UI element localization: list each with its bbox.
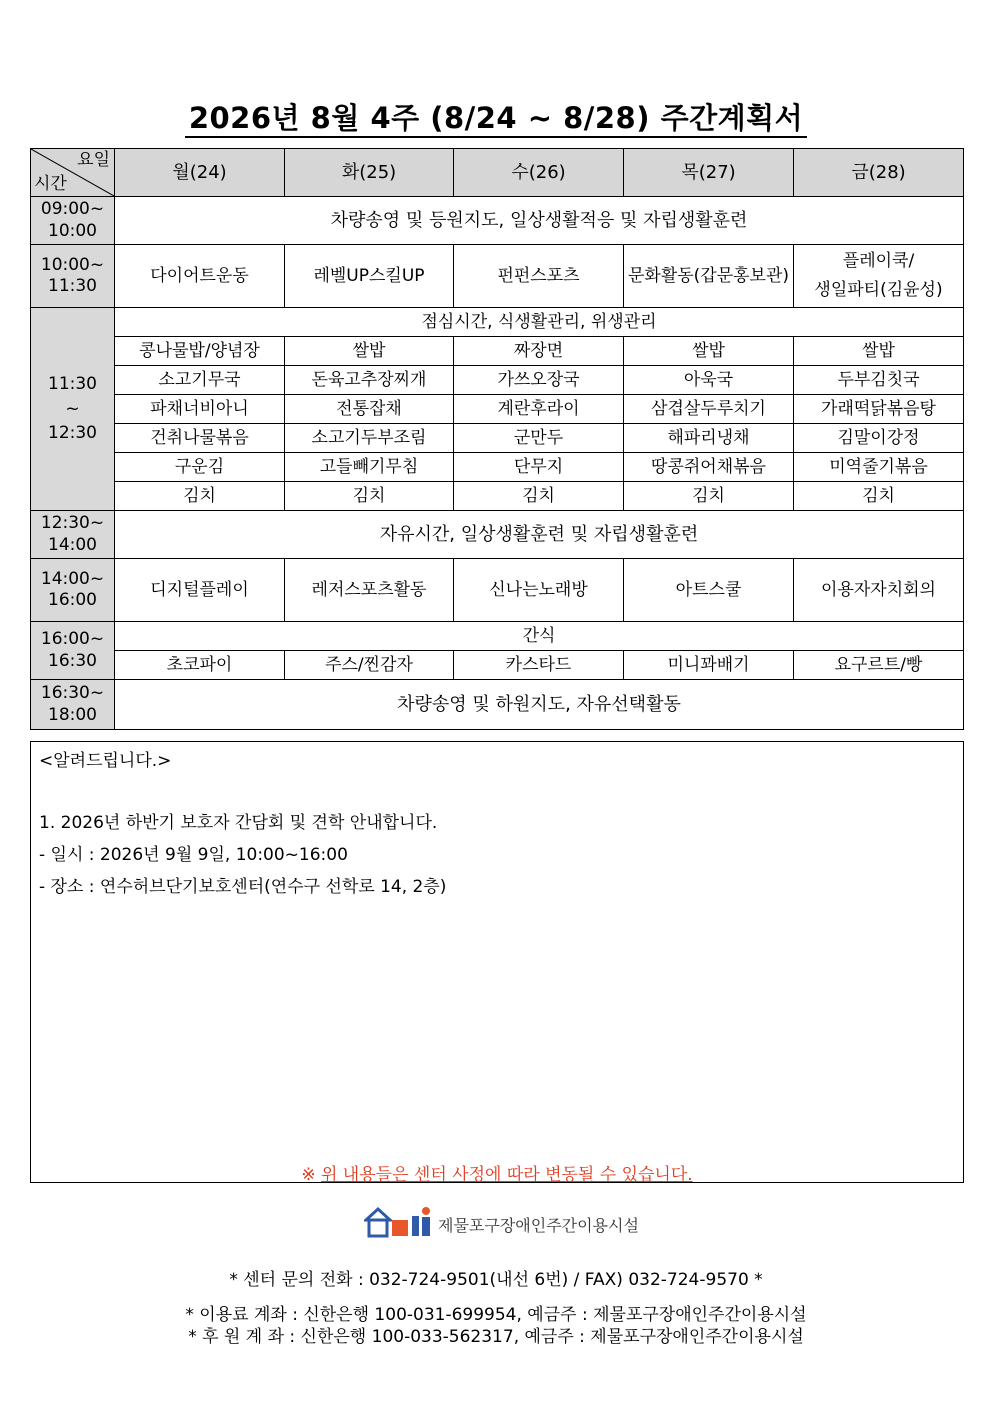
menu-item: 돈육고추장찌개 [285, 366, 454, 395]
activity-cell: 플레이쿡/ 생일파티(김윤성) [794, 245, 964, 308]
menu-item: 파채너비아니 [115, 395, 285, 424]
menu-item: 쌀밥 [285, 337, 454, 366]
menu-item: 김치 [285, 482, 454, 511]
facility-logo [364, 1206, 432, 1238]
activity-cell: 디지털플레이 [115, 559, 285, 622]
menu-item: 전통잡채 [285, 395, 454, 424]
snack-row [31, 651, 964, 680]
menu-item: 콩나물밥/양념장 [115, 337, 285, 366]
menu-row [31, 453, 964, 482]
menu-item: 미역줄기볶음 [794, 453, 964, 482]
notice-line: 1. 2026년 하반기 보호자 간담회 및 견학 안내합니다. [39, 813, 438, 833]
menu-item: 가쓰오장국 [454, 366, 624, 395]
menu-item: 소고기두부조림 [285, 424, 454, 453]
snack-item: 미니꽈배기 [624, 651, 794, 680]
warning-text: 위 내용들은 센터 사정에 따라 변동될 수 있습니다. [320, 1165, 693, 1185]
menu-item: 짜장면 [454, 337, 624, 366]
menu-row [31, 395, 964, 424]
snack-item: 초코파이 [115, 651, 285, 680]
snack-item: 카스타드 [454, 651, 624, 680]
menu-item: 김치 [794, 482, 964, 511]
notice-line: - 일시 : 2026년 9월 9일, 10:00~16:00 [39, 845, 348, 865]
warning-mark: ※ [301, 1165, 316, 1185]
menu-item: 두부김칫국 [794, 366, 964, 395]
day-header: 금(28) [794, 149, 964, 197]
schedule-row [31, 680, 964, 730]
time-cell: 14:00~ 16:00 [31, 559, 115, 622]
day-header: 월(24) [115, 149, 285, 197]
menu-item: 해파리냉채 [624, 424, 794, 453]
menu-row [31, 366, 964, 395]
day-header: 목(27) [624, 149, 794, 197]
menu-item: 군만두 [454, 424, 624, 453]
menu-item: 김치 [115, 482, 285, 511]
activity-cell: 펀펀스포츠 [454, 245, 624, 308]
menu-item: 삼겹살두루치기 [624, 395, 794, 424]
notice-line: - 장소 : 연수허브단기보호센터(연수구 선학로 14, 2층) [39, 877, 447, 897]
menu-item: 고들빼기무침 [285, 453, 454, 482]
menu-item: 땅콩쥐어채볶음 [624, 453, 794, 482]
schedule-row [31, 245, 964, 308]
activity-cell: 레벨UP스킬UP [285, 245, 454, 308]
activity-cell: 문화활동(갑문홍보관) [624, 245, 794, 308]
schedule-row [31, 197, 964, 245]
departure-activity: 차량송영 및 하원지도, 자유선택활동 [115, 680, 964, 730]
menu-item: 김치 [454, 482, 624, 511]
fee-account: * 이용료 계좌 : 신한은행 100-031-699954, 예금주 : 제물포구장애인주간이용시설 [185, 1305, 807, 1325]
free-time-activity: 자유시간, 일상생활훈련 및 자립생활훈련 [115, 511, 964, 559]
day-header: 수(26) [454, 149, 624, 197]
notice-heading: <알려드립니다.> [39, 751, 172, 771]
schedule-row [31, 511, 964, 559]
activity-cell: 레저스포츠활동 [285, 559, 454, 622]
menu-item: 아욱국 [624, 366, 794, 395]
menu-item: 단무지 [454, 453, 624, 482]
activity-cell: 아트스쿨 [624, 559, 794, 622]
time-cell: 11:30 ~ 12:30 [31, 308, 115, 511]
menu-item: 구운김 [115, 453, 285, 482]
header-row [31, 149, 964, 197]
activity-cell: 이용자자치회의 [794, 559, 964, 622]
page-title-text: 2026년 8월 4주 (8/24 ~ 8/28) 주간계획서 [185, 101, 807, 138]
menu-item: 김말이강정 [794, 424, 964, 453]
menu-item: 가래떡닭볶음탕 [794, 395, 964, 424]
page-title [0, 96, 992, 137]
donation-account: * 후 원 계 좌 : 신한은행 100-033-562317, 예금주 : 제물포구장애인주간이용시설 [188, 1327, 804, 1347]
weekly-schedule-table [30, 148, 964, 730]
menu-row [31, 482, 964, 511]
time-cell: 10:00~ 11:30 [31, 245, 115, 308]
menu-row [31, 424, 964, 453]
schedule-row [31, 308, 964, 337]
menu-item: 계란후라이 [454, 395, 624, 424]
contact-phone: * 센터 문의 전화 : 032-724-9501(내선 6번) / FAX) 032-724-9570 * [229, 1270, 763, 1290]
time-cell: 09:00~ 10:00 [31, 197, 115, 245]
corner-cell [31, 149, 115, 197]
lunch-title: 점심시간, 식생활관리, 위생관리 [115, 308, 964, 337]
notice-warning [31, 1160, 963, 1185]
activity-cell: 다이어트운동 [115, 245, 285, 308]
snack-item: 요구르트/빵 [794, 651, 964, 680]
snack-item: 주스/찐감자 [285, 651, 454, 680]
day-header: 화(25) [285, 149, 454, 197]
time-cell: 16:30~ 18:00 [31, 680, 115, 730]
corner-day-label: 요일 [77, 150, 110, 170]
snack-title: 간식 [115, 622, 964, 651]
menu-item: 쌀밥 [794, 337, 964, 366]
menu-item: 건취나물볶음 [115, 424, 285, 453]
notice-box [30, 741, 964, 1183]
time-cell: 16:00~ 16:30 [31, 622, 115, 680]
schedule-row [31, 622, 964, 651]
menu-item: 소고기무국 [115, 366, 285, 395]
activity-cell: 신나는노래방 [454, 559, 624, 622]
corner-time-label: 시간 [34, 173, 67, 194]
menu-row [31, 337, 964, 366]
menu-item: 쌀밥 [624, 337, 794, 366]
time-cell: 12:30~ 14:00 [31, 511, 115, 559]
menu-item: 김치 [624, 482, 794, 511]
facility-name: 제물포구장애인주간이용시설 [438, 1216, 639, 1235]
arrival-activity: 차량송영 및 등원지도, 일상생활적응 및 자립생활훈련 [115, 197, 964, 245]
schedule-row [31, 559, 964, 622]
